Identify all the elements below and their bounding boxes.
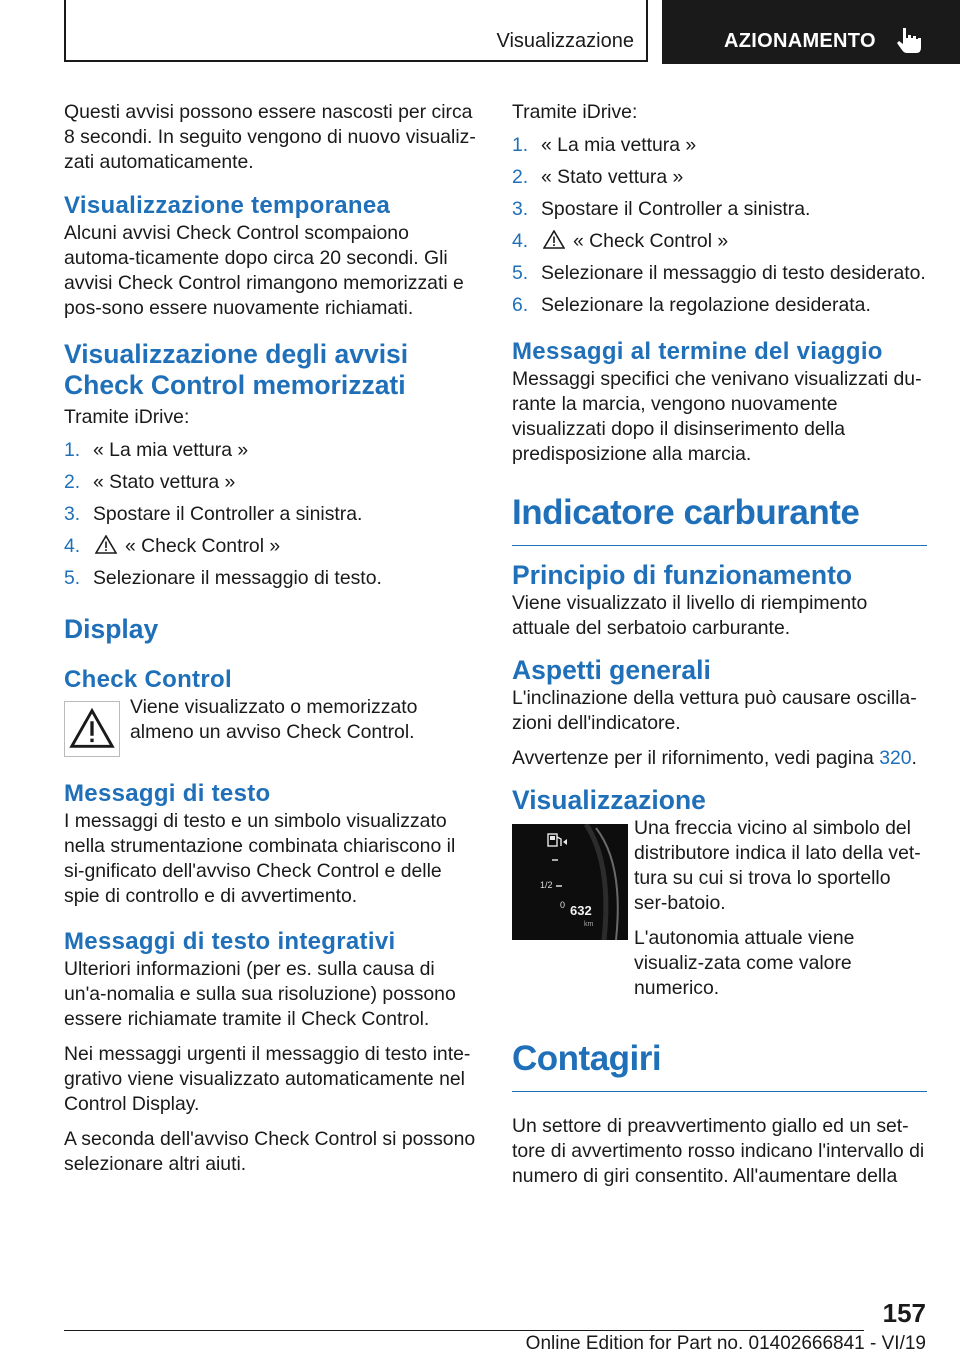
stored-messages-steps <box>64 434 479 594</box>
supplementary-text-3: A seconda dell'avviso Check Control si possono selezionare altri aiuti. <box>64 1128 476 1175</box>
header-section-box <box>64 0 648 62</box>
end-of-trip-heading: Messaggi al termine del viaggio <box>512 338 883 365</box>
header-chapter-box <box>662 0 960 64</box>
check-control-text: Viene visualizzato o memorizzato almeno un avviso Check Control. <box>130 696 418 743</box>
display-heading: Display <box>64 614 159 644</box>
fuel-gauge-title-block <box>512 493 927 546</box>
principle-heading: Principio di funzionamento <box>512 560 853 590</box>
step-item: 5. Selezionare il messaggio di testo. <box>64 567 382 589</box>
stored-messages-heading: Visualizzazione degli avvisi Check Control memorizzati <box>64 339 409 400</box>
supplementary-text-1: Ulteriori informazioni (per es. sulla causa di un'a-nomalia e sulla sua risoluzione) possono essere richiamate tramite il Check Control. <box>64 958 456 1030</box>
text-messages-text: I messaggi di testo e un simbolo visualizzato nella strumentazione combinata chiariscono il si-gnificato dell'avviso Check Control e delle spie di controllo e di avvertimento. <box>64 810 456 907</box>
general-text-1: L'inclinazione della vettura può causare oscilla-zioni dell'indicatore. <box>512 687 917 734</box>
end-of-trip-text: Messaggi specifici che venivano visualizzati du-rante la marcia, vengono nuovamente visualizzati dopo il disinserimento della predisposizione alla marcia. <box>512 368 922 465</box>
right-intro: Tramite iDrive: <box>512 101 638 123</box>
step-item: 5. Selezionare il messaggio di testo desiderato. <box>512 262 926 284</box>
general-text-2: Avvertenze per il rifornimento, vedi pagina 320. <box>512 747 917 769</box>
intro-paragraph: Questi avvisi possono essere nascosti per circa 8 secondi. In seguito vengono di nuovo visualiz-zati automaticamente. <box>64 101 476 173</box>
check-control-heading: Check Control <box>64 666 232 693</box>
temporary-display-heading: Visualizzazione temporanea <box>64 192 391 219</box>
fuel-gauge-image <box>512 824 628 940</box>
hand-pointer-icon <box>894 26 924 54</box>
step-item: 3. Spostare il Controller a sinistra. <box>64 503 363 525</box>
gauge-range-unit: km <box>584 921 594 928</box>
fuel-display-block <box>512 816 927 1001</box>
visualization-text-2a: L'autonomia attuale viene visualiz-zata come valore numerico. <box>634 927 855 999</box>
warning-triangle-icon <box>95 535 117 554</box>
warning-triangle-icon <box>543 230 565 249</box>
step-item: 6. Selezionare la regolazione desiderata. <box>512 294 871 316</box>
temporary-display-text: Alcuni avvisi Check Control scompaiono automa-ticamente dopo circa 20 secondi. Gli avvisi Check Control rimangono memorizzati e pos-sono essere nuovamente richiamati. <box>64 222 464 319</box>
page-number: 157 <box>882 1298 926 1328</box>
visualization-text-1: Una freccia vicino al simbolo del distributore indica il lato della vet-tura su cui si trova lo sportello ser-batoio. <box>634 817 921 914</box>
visualization-heading: Visualizzazione <box>512 785 706 815</box>
page-link[interactable]: 320 <box>879 747 912 769</box>
gauge-zero-label: 0 <box>560 900 566 910</box>
step-item: 3. Spostare il Controller a sinistra. <box>512 198 811 220</box>
step-item: 2. « Stato vettura » <box>64 471 236 493</box>
tachometer-text: Un settore di preavvertimento giallo ed un set-tore di avvertimento rosso indicano l'intervallo di numero di giri consentito. All'aumentare della <box>512 1115 925 1187</box>
right-column <box>512 100 927 1189</box>
gauge-range-value: 632 <box>570 903 592 918</box>
tachometer-title-block <box>512 1039 927 1092</box>
tachometer-title: Contagiri <box>512 1039 662 1078</box>
supplementary-text-2: Nei messaggi urgenti il messaggio di testo inte-grativo viene visualizzato automaticamente nel Control Display. <box>64 1043 471 1115</box>
text-messages-heading: Messaggi di testo <box>64 780 271 807</box>
warning-triangle-icon <box>64 701 120 757</box>
step-item: 1. « La mia vettura » <box>64 439 249 461</box>
step-item: 2. « Stato vettura » <box>512 166 684 188</box>
header-chapter-title: AZIONAMENTO <box>724 30 876 52</box>
header-section-title: Visualizzazione <box>496 30 634 52</box>
step-item: 4. « Check Control » <box>512 230 729 252</box>
footer-divider <box>64 1330 864 1331</box>
gauge-half-label: 1/2 <box>540 880 553 890</box>
supplementary-messages-heading: Messaggi di testo integrativi <box>64 928 396 955</box>
edition-footer: Online Edition for Part no. 01402666841 - VI/19 <box>525 1333 926 1354</box>
principle-text: Viene visualizzato il livello di riempimento attuale del serbatoio carburante. <box>512 592 868 639</box>
left-column <box>64 100 479 1177</box>
stored-messages-intro: Tramite iDrive: <box>64 406 190 428</box>
general-heading: Aspetti generali <box>512 655 711 685</box>
step-item: 4. « Check Control » <box>64 535 281 557</box>
fuel-gauge-title: Indicatore carburante <box>512 493 860 532</box>
check-control-block <box>64 695 479 757</box>
right-steps <box>512 129 927 321</box>
step-item: 1. « La mia vettura » <box>512 134 697 156</box>
